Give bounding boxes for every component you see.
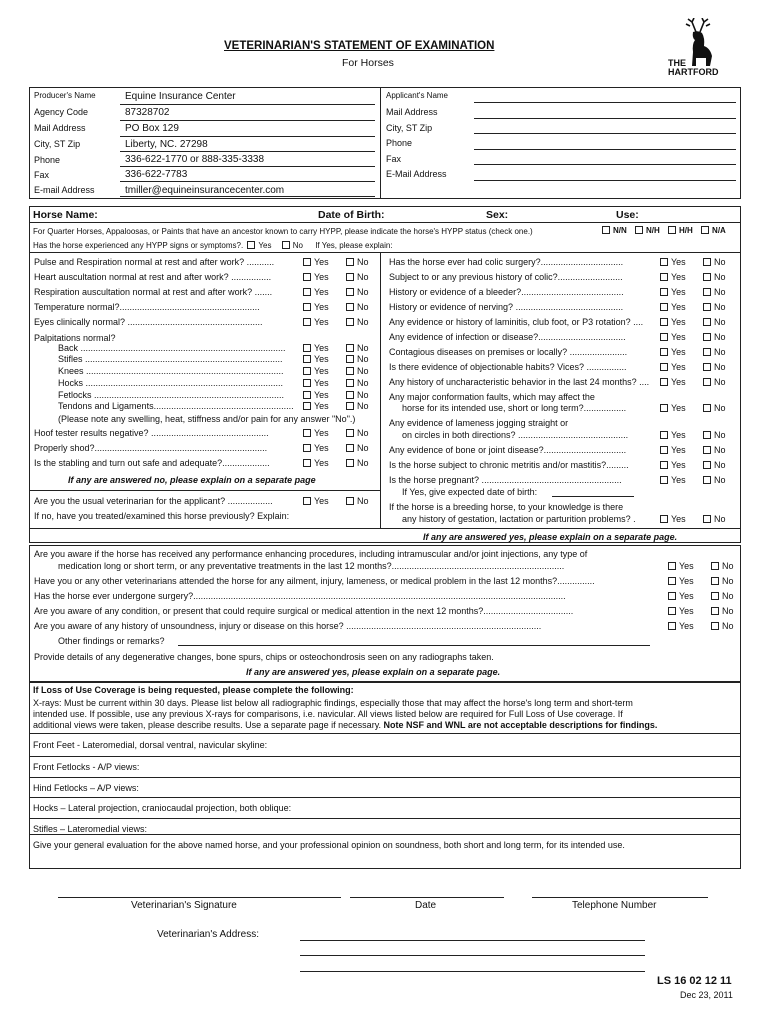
agency-code-value[interactable]: 87328702 [125, 107, 170, 118]
city-value[interactable]: Liberty, NC. 27298 [125, 139, 208, 150]
telephone-line[interactable] [532, 897, 708, 898]
left-question: Heart auscultation normal at rest and after work? ................ [34, 272, 272, 282]
applicant-city-field[interactable] [474, 133, 736, 134]
date-label: Date [415, 900, 437, 911]
front-fetlocks-label: Front Fetlocks - A/P views: [33, 762, 140, 772]
palpitation-3-no[interactable]: No [346, 378, 369, 388]
wide-question-3-yes[interactable]: Yes [668, 591, 694, 601]
wide-question-1-yes[interactable]: Yes [668, 561, 694, 571]
wide-question: Are you aware of any history of unsoundness, injury or disease on this horse? .............................................................................. [34, 621, 542, 631]
left-question-2-1-no[interactable]: No [346, 443, 369, 453]
horse-name-label: Horse Name: [33, 209, 98, 221]
palpitation-0-yes[interactable]: Yes [303, 343, 329, 353]
usual-vet-yes[interactable]: Yes [303, 496, 329, 506]
left-question: Respiration auscultation normal at rest and after work? ....... [34, 287, 273, 297]
lou-para-3: additional views were taken, please describe results. Use a separate page if necessary. Note NSF and WNL are not acceptable descriptions for findings. [33, 720, 658, 730]
palpitation-5-no[interactable]: No [346, 401, 369, 411]
logo-text-the: THE [668, 58, 686, 68]
form-date: Dec 23, 2011 [680, 990, 733, 1000]
right-question: Any history of uncharacteristic behavior in the last 24 months? .... [389, 377, 650, 387]
palpitation-1-yes[interactable]: Yes [303, 354, 329, 364]
right-question-15-yes[interactable]: Yes [660, 475, 686, 485]
left-question-3-no[interactable]: No [346, 302, 369, 312]
left-question-2-2-no[interactable]: No [346, 458, 369, 468]
hind-fetlocks-label: Hind Fetlocks – A/P views: [33, 783, 139, 793]
applicant-name-field[interactable] [474, 102, 736, 103]
hypp-question: For Quarter Horses, Appaloosas, or Paints that have an ancestor known to carry HYPP, please indicate the horse's HYPP status (check one.) [33, 227, 533, 236]
applicant-label-name: Applicant's Name [386, 91, 448, 100]
right-question-1-no[interactable]: No [703, 272, 726, 282]
palpitation-2-no[interactable]: No [346, 366, 369, 376]
right-question-12-no[interactable]: No [703, 430, 726, 440]
signature-label: Veterinarian's Signature [131, 900, 237, 911]
left-question: Properly shod?..................................................................... [34, 443, 268, 453]
right-question-2-no[interactable]: No [703, 287, 726, 297]
right-question: Is the horse subject to chronic metritis and/or mastitis?......... [389, 460, 629, 470]
palpitation-item: Hocks ............................................................................... [58, 378, 284, 388]
hartford-stag-logo [666, 18, 726, 78]
palpitation-4-no[interactable]: No [346, 390, 369, 400]
email-value[interactable]: tmiller@equineinsurancecenter.com [125, 185, 285, 196]
right-question-6-no[interactable]: No [703, 347, 726, 357]
left-question-0-yes[interactable]: Yes [303, 257, 329, 267]
right-question-3-yes[interactable]: Yes [660, 302, 686, 312]
right-question-12-yes[interactable]: Yes [660, 430, 686, 440]
right-question: History or evidence of nerving? ........................................... [389, 302, 624, 312]
hypp-signs-question: Has the horse experienced any HYPP signs or symptoms?. Yes No If Yes, please explain: [33, 241, 393, 250]
stifles-label: Stifles – Lateromedial views: [33, 824, 148, 834]
right-question: Subject to or any previous history of colic?.......................... [389, 272, 623, 282]
wide-question-2-no[interactable]: No [711, 576, 734, 586]
palpitation-item: Tendons and Ligaments........................................................ [58, 401, 294, 411]
evaluation-label: Give your general evaluation for the above named horse, and your professional opinion on soundness, both short and long term, for its intended use. [33, 840, 625, 850]
producer-name-value[interactable]: Equine Insurance Center [125, 91, 236, 102]
left-question-4-no[interactable]: No [346, 317, 369, 327]
left-question-2-0-no[interactable]: No [346, 428, 369, 438]
wide-question-2-yes[interactable]: Yes [668, 576, 694, 586]
palpitations-heading: Palpitations normal? [34, 333, 116, 343]
hypp-nh-checkbox[interactable] [635, 226, 643, 234]
wide-question-1-no[interactable]: No [711, 561, 734, 571]
producer-label-name: Producer's Name [34, 91, 96, 100]
producer-label-fax: Fax [34, 170, 50, 180]
producer-label-city: City, ST Zip [34, 139, 81, 149]
producer-label-email: E-mail Address [34, 185, 95, 195]
hypp-nn-checkbox[interactable] [602, 226, 610, 234]
right-explain-note: If any are answered yes, please explain on a separate page. [423, 532, 678, 542]
producer-label-mail: Mail Address [34, 123, 86, 133]
palpitation-0-no[interactable]: No [346, 343, 369, 353]
left-explain-note: If any are answered no, please explain on a separate page [68, 475, 316, 485]
wide-question: Other findings or remarks? [58, 636, 165, 646]
hypp-options: N/N N/H H/H N/A [602, 226, 726, 235]
logo-text-hartford: HARTFORD [668, 67, 719, 77]
hypp-signs-no-checkbox[interactable] [282, 241, 290, 249]
left-question: Pulse and Respiration normal at rest and after work? ........... [34, 257, 275, 267]
right-question-4-no[interactable]: No [703, 317, 726, 327]
lou-para-1: X-rays: Must be current within 30 days. Please list below all radiographic findings, especially those that may affect the horse's long term and short-term [33, 698, 633, 708]
right-question-3-no[interactable]: No [703, 302, 726, 312]
right-question-14-no[interactable]: No [703, 460, 726, 470]
hocks-label: Hocks – Lateral projection, craniocaudal projection, both oblique: [33, 803, 292, 813]
left-question-2-no[interactable]: No [346, 287, 369, 297]
mail-address-value[interactable]: PO Box 129 [125, 123, 179, 134]
applicant-label-mail: Mail Address [386, 107, 438, 117]
left-question-1-yes[interactable]: Yes [303, 272, 329, 282]
wide-question-5-yes[interactable]: Yes [668, 621, 694, 631]
hypp-signs-yes-checkbox[interactable] [247, 241, 255, 249]
hypp-na-checkbox[interactable] [701, 226, 709, 234]
wide-explain-note: If any are answered yes, please explain on a separate page. [246, 667, 501, 677]
applicant-mail-field[interactable] [474, 118, 736, 119]
right-question-13-no[interactable]: No [703, 445, 726, 455]
right-question-5-yes[interactable]: Yes [660, 332, 686, 342]
right-question: Any major conformation faults, which may affect the [389, 392, 595, 402]
dob-label: Date of Birth: [318, 209, 385, 221]
right-question-18-no[interactable]: No [703, 514, 726, 524]
palpitation-5-yes[interactable]: Yes [303, 401, 329, 411]
right-question: Any evidence of infection or disease?................................... [389, 332, 626, 342]
left-question-2-0-yes[interactable]: Yes [303, 428, 329, 438]
right-question-8-yes[interactable]: Yes [660, 377, 686, 387]
right-question-15-no[interactable]: No [703, 475, 726, 485]
date-line[interactable] [350, 897, 504, 898]
usual-vet-question: Are you the usual veterinarian for the applicant? .................. [34, 496, 273, 506]
palpitation-item: Back .................................................................................. [58, 343, 286, 353]
hind-fetlocks-field[interactable] [29, 797, 741, 798]
right-question: on circles in both directions? ............................................ [402, 430, 629, 440]
applicant-label-email: E-Mail Address [386, 169, 447, 179]
use-label: Use: [616, 209, 639, 221]
address-line-3[interactable] [300, 971, 645, 972]
address-line-2[interactable] [300, 955, 645, 956]
left-question: Hoof tester results negative? ............................................... [34, 428, 269, 438]
front-feet-field[interactable] [29, 756, 741, 757]
hocks-field[interactable] [29, 818, 741, 819]
right-question-0-no[interactable]: No [703, 257, 726, 267]
wide-question-3-no[interactable]: No [711, 591, 734, 601]
right-question-13-yes[interactable]: Yes [660, 445, 686, 455]
treated-previously-question: If no, have you treated/examined this horse previously? Explain: [34, 511, 290, 521]
wide-question: Have you or any other veterinarians attended the horse for any ailment, injury, lameness, or medical problem in the last 12 months?............... [34, 576, 595, 586]
lou-heading: If Loss of Use Coverage is being requested, please complete the following: [33, 685, 354, 695]
right-question-1-yes[interactable]: Yes [660, 272, 686, 282]
applicant-fax-field[interactable] [474, 164, 736, 165]
wide-question: medication long or short term, or any preventative treatments in the last 12 months?..................................................................... [58, 561, 565, 571]
right-question: Has the horse ever had colic surgery?................................. [389, 257, 624, 267]
right-question-5-no[interactable]: No [703, 332, 726, 342]
palpitation-item: Stifles ............................................................................... [58, 354, 283, 364]
front-fetlocks-field[interactable] [29, 777, 741, 778]
wide-question: Provide details of any degenerative changes, bone spurs, chips or osteochondrosis seen on any radiographs taken. [34, 652, 494, 662]
wide-question: Has the horse ever undergone surgery?..................................................................................................................................................... [34, 591, 566, 601]
wide-question-5-no[interactable]: No [711, 621, 734, 631]
phone-value[interactable]: 336-622-1770 or 888-335-3338 [125, 154, 264, 165]
right-question-7-yes[interactable]: Yes [660, 362, 686, 372]
other-findings-field[interactable] [178, 645, 650, 646]
left-question-3-yes[interactable]: Yes [303, 302, 329, 312]
wide-question-4-yes[interactable]: Yes [668, 606, 694, 616]
wide-question: Are you aware of any condition, or present that could require surgical or medical attention in the next 12 months?.................................... [34, 606, 574, 616]
stifles-field[interactable] [29, 834, 741, 835]
address-label: Veterinarian's Address: [157, 929, 259, 940]
applicant-label-city: City, ST Zip [386, 123, 433, 133]
right-question: History or evidence of a bleeder?......................................... [389, 287, 624, 297]
right-question: Any evidence of lameness jogging straight or [389, 418, 569, 428]
left-question-0-no[interactable]: No [346, 257, 369, 267]
applicant-label-fax: Fax [386, 154, 402, 164]
palpitation-3-yes[interactable]: Yes [303, 378, 329, 388]
address-line-1[interactable] [300, 940, 645, 941]
hypp-hh-checkbox[interactable] [668, 226, 676, 234]
left-question-2-1-yes[interactable]: Yes [303, 443, 329, 453]
right-question-10-no[interactable]: No [703, 403, 726, 413]
form-subtitle: For Horses [342, 57, 394, 69]
right-question: If the horse is a breeding horse, to your knowledge is there [389, 502, 624, 512]
left-question-4-yes[interactable]: Yes [303, 317, 329, 327]
right-question-18-yes[interactable]: Yes [660, 514, 686, 524]
form-title: VETERINARIAN'S STATEMENT OF EXAMINATION [224, 40, 495, 52]
producer-label-phone: Phone [34, 155, 61, 165]
right-question-10-yes[interactable]: Yes [660, 403, 686, 413]
palpitation-2-yes[interactable]: Yes [303, 366, 329, 376]
palpitation-note: (Please note any swelling, heat, stiffness and/or pain for any answer "No".) [58, 414, 356, 424]
left-question-1-no[interactable]: No [346, 272, 369, 282]
expected-birth-date-field[interactable] [552, 496, 634, 497]
applicant-phone-field[interactable] [474, 149, 736, 150]
applicant-email-field[interactable] [474, 180, 736, 181]
usual-vet-no[interactable]: No [346, 496, 369, 506]
right-question: any history of gestation, lactation or parturition problems? . [402, 514, 636, 524]
right-question: horse for its intended use, short or long term?................. [402, 403, 627, 413]
right-question-4-yes[interactable]: Yes [660, 317, 686, 327]
wide-question-4-no[interactable]: No [711, 606, 734, 616]
form-number: LS 16 02 12 11 [657, 975, 732, 987]
front-feet-label: Front Feet - Lateromedial, dorsal ventral, navicular skyline: [33, 740, 268, 750]
wide-question: Are you aware if the horse has received any performance enhancing procedures, including intramuscular and/or joint injections, any type of [34, 549, 588, 559]
right-question-6-yes[interactable]: Yes [660, 347, 686, 357]
right-question-14-yes[interactable]: Yes [660, 460, 686, 470]
signature-line[interactable] [58, 897, 341, 898]
right-question: Any evidence or history of laminitis, club foot, or P3 rotation? .... [389, 317, 644, 327]
left-question: Is the stabling and turn out safe and adequate?................... [34, 458, 270, 468]
right-question: Contagious diseases on premises or locally? ....................... [389, 347, 628, 357]
right-question: Any evidence of bone or joint disease?................................. [389, 445, 627, 455]
right-question-8-no[interactable]: No [703, 377, 726, 387]
right-question-7-no[interactable]: No [703, 362, 726, 372]
left-question-2-2-yes[interactable]: Yes [303, 458, 329, 468]
sex-label: Sex: [486, 209, 509, 221]
right-question-2-yes[interactable]: Yes [660, 287, 686, 297]
right-question: Is the horse pregnant? ........................................................ [389, 475, 622, 485]
palpitation-1-no[interactable]: No [346, 354, 369, 364]
right-question: If Yes, give expected date of birth: [402, 487, 538, 497]
right-question-0-yes[interactable]: Yes [660, 257, 686, 267]
palpitation-item: Fetlocks ............................................................................ [58, 390, 285, 400]
fax-value[interactable]: 336-622-7783 [125, 169, 188, 180]
left-question: Eyes clinically normal? ...................................................... [34, 317, 263, 327]
left-question: Temperature normal?........................................................ [34, 302, 260, 312]
applicant-label-phone: Phone [386, 138, 413, 148]
left-question-2-yes[interactable]: Yes [303, 287, 329, 297]
telephone-label: Telephone Number [572, 900, 657, 911]
lou-para-2: intended use. If possible, use any previous X-rays for comparisons, i.e. navicular. All views listed below are required for Full Loss of Use coverage. If [33, 709, 623, 719]
producer-label-agency: Agency Code [34, 107, 89, 117]
divider [380, 87, 381, 199]
palpitation-4-yes[interactable]: Yes [303, 390, 329, 400]
right-question: Is there evidence of objectionable habits? Vices? ................ [389, 362, 627, 372]
palpitation-item: Knees ............................................................................... [58, 366, 284, 376]
